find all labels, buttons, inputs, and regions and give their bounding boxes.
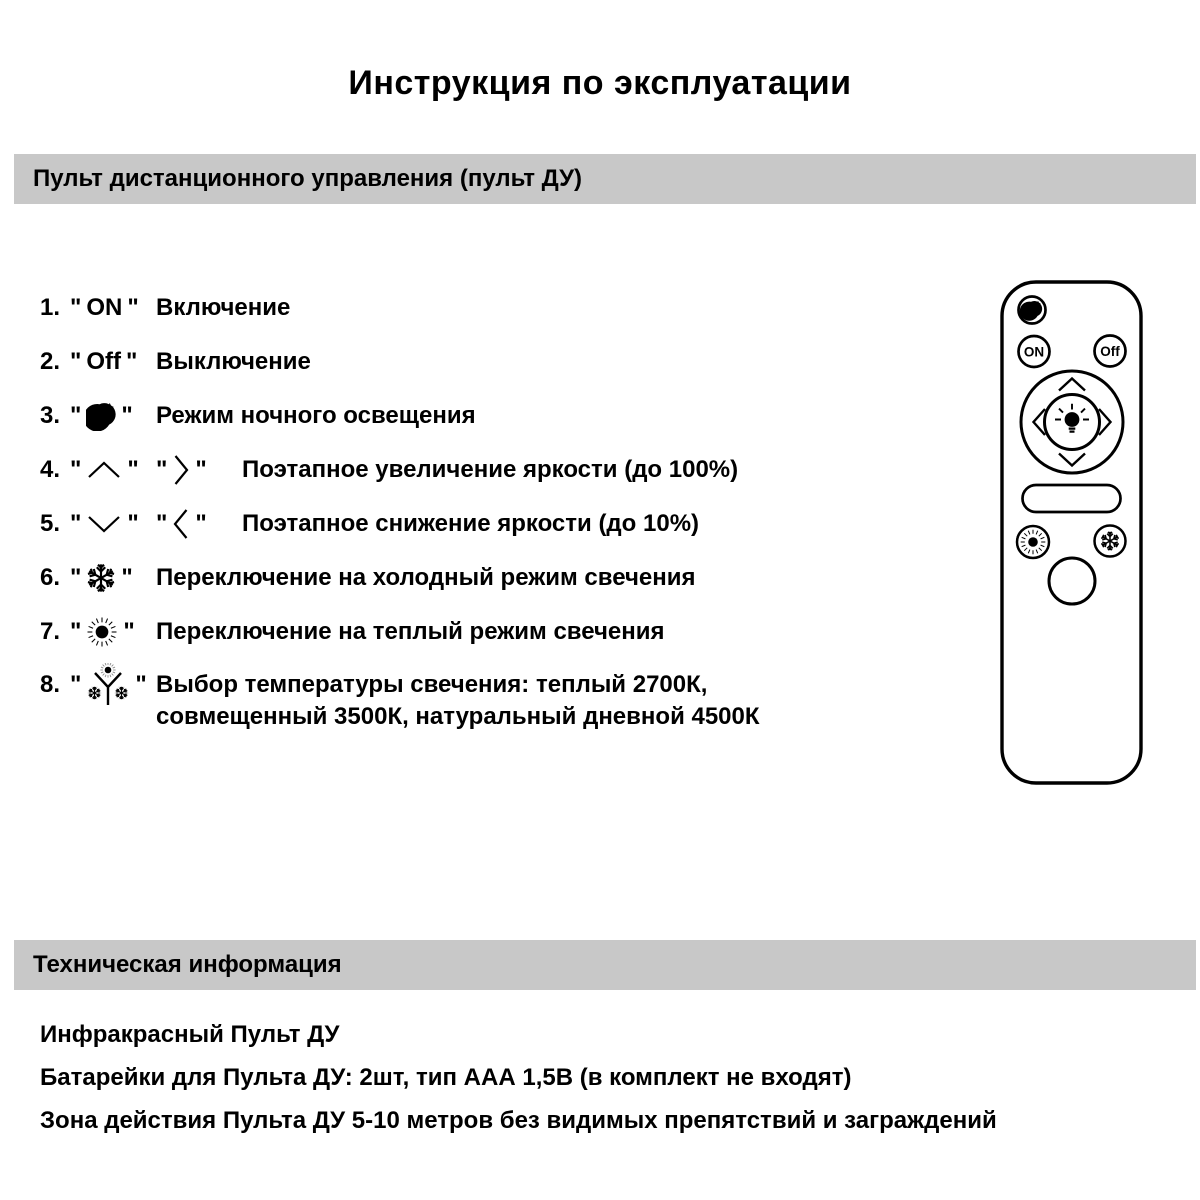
list-item-warm-mode bbox=[40, 615, 665, 649]
quote-mark: " bbox=[70, 618, 82, 645]
cold-mode-button-reference bbox=[70, 563, 156, 593]
quote-mark: " bbox=[70, 510, 82, 537]
temperature-select-branch-icon bbox=[86, 663, 130, 707]
list-item-brightness-down bbox=[40, 507, 699, 541]
chevron-left-icon bbox=[172, 507, 190, 541]
quote-mark: " bbox=[195, 456, 207, 483]
sun-icon bbox=[1021, 530, 1046, 555]
list-item-number: 2. bbox=[40, 348, 61, 375]
brightness-up-buttons-reference bbox=[70, 456, 156, 484]
night-mode-button-reference bbox=[70, 401, 156, 431]
quote-mark: " bbox=[127, 456, 139, 483]
list-item-number: 4. bbox=[40, 456, 61, 483]
list-item-label-line1: Выбор температуры свечения: теплый 2700К, bbox=[156, 671, 708, 698]
temperature-select-button-reference bbox=[70, 663, 156, 707]
snowflake-icon bbox=[86, 563, 116, 593]
list-item-label: Поэтапное снижение яркости (до 10%) bbox=[242, 510, 700, 537]
list-item-number: 6. bbox=[40, 564, 61, 591]
quote-mark: " bbox=[156, 510, 168, 537]
off-button-label: Off bbox=[86, 348, 122, 375]
off-button-reference bbox=[70, 348, 156, 376]
section-heading-tech bbox=[14, 940, 1196, 990]
quote-mark: " bbox=[121, 564, 133, 591]
crescent-moon-star-icon bbox=[86, 401, 116, 431]
tech-info-line: Инфракрасный Пульт ДУ bbox=[40, 1021, 340, 1048]
list-item-label: Переключение на холодный режим свечения bbox=[156, 564, 696, 591]
quote-mark: " bbox=[123, 618, 135, 645]
page-title: Инструкция по эксплуатации bbox=[348, 64, 852, 102]
list-item-number: 7. bbox=[40, 618, 61, 645]
list-item-label: Выключение bbox=[156, 348, 311, 375]
section-heading-tech-label: Техническая информация bbox=[33, 951, 342, 978]
list-item-label-line2: совмещенный 3500К, натуральный дневной 4500К bbox=[156, 703, 760, 730]
warm-mode-button-reference bbox=[70, 616, 156, 648]
list-item-night-mode bbox=[40, 399, 476, 433]
list-item-label: Поэтапное увеличение яркости (до 100%) bbox=[242, 456, 739, 483]
quote-mark: " bbox=[70, 348, 82, 375]
remote-on-label: ON bbox=[1023, 344, 1045, 360]
list-item-temperature-select bbox=[40, 669, 760, 733]
quote-mark: " bbox=[195, 510, 207, 537]
quote-mark: " bbox=[70, 294, 82, 321]
list-item-label: Режим ночного освещения bbox=[156, 402, 476, 429]
list-item-on bbox=[40, 291, 290, 325]
chevron-down-icon bbox=[86, 514, 122, 534]
on-button-reference bbox=[70, 294, 156, 322]
tech-info-line: Зона действия Пульта ДУ 5-10 метров без видимых препятствий и заграждений bbox=[40, 1107, 997, 1134]
quote-mark: " bbox=[127, 510, 139, 537]
remote-off-label: Off bbox=[1100, 344, 1120, 359]
list-item-cold-mode bbox=[40, 561, 695, 595]
brightness-down-buttons-reference-2 bbox=[156, 507, 242, 541]
list-item-label: Переключение на теплый режим свечения bbox=[156, 618, 665, 645]
quote-mark: " bbox=[70, 456, 82, 483]
list-item-brightness-up bbox=[40, 453, 738, 487]
quote-mark: " bbox=[121, 402, 133, 429]
tech-info bbox=[40, 1021, 997, 1153]
list-item-number: 5. bbox=[40, 510, 61, 537]
quote-mark: " bbox=[135, 671, 147, 698]
quote-mark: " bbox=[70, 402, 82, 429]
chevron-right-icon bbox=[172, 453, 190, 487]
remote-body bbox=[1002, 282, 1141, 783]
list-item-label bbox=[156, 669, 760, 733]
brightness-down-buttons-reference bbox=[70, 510, 156, 538]
quote-mark: " bbox=[156, 456, 168, 483]
quote-mark: " bbox=[126, 348, 138, 375]
section-heading-remote-label: Пульт дистанционного управления (пульт ДУ) bbox=[33, 165, 582, 192]
remote-control-drawing bbox=[1000, 280, 1143, 785]
list-item-number: 8. bbox=[40, 671, 61, 698]
quote-mark: " bbox=[70, 564, 82, 591]
sun-icon bbox=[86, 616, 118, 648]
list-item-label: Включение bbox=[156, 294, 291, 321]
on-button-label: ON bbox=[86, 294, 123, 321]
quote-mark: " bbox=[70, 671, 82, 698]
chevron-up-icon bbox=[86, 460, 122, 480]
list-item-off bbox=[40, 345, 311, 379]
quote-mark: " bbox=[127, 294, 139, 321]
list-item-number: 3. bbox=[40, 402, 61, 429]
tech-info-line: Батарейки для Пульта ДУ: 2шт, тип ААА 1,5В (в комплект не входят) bbox=[40, 1064, 852, 1091]
brightness-up-buttons-reference-2 bbox=[156, 453, 242, 487]
remote-warm-button bbox=[1017, 526, 1049, 558]
list-item-number: 1. bbox=[40, 294, 61, 321]
section-heading-remote bbox=[14, 154, 1196, 204]
